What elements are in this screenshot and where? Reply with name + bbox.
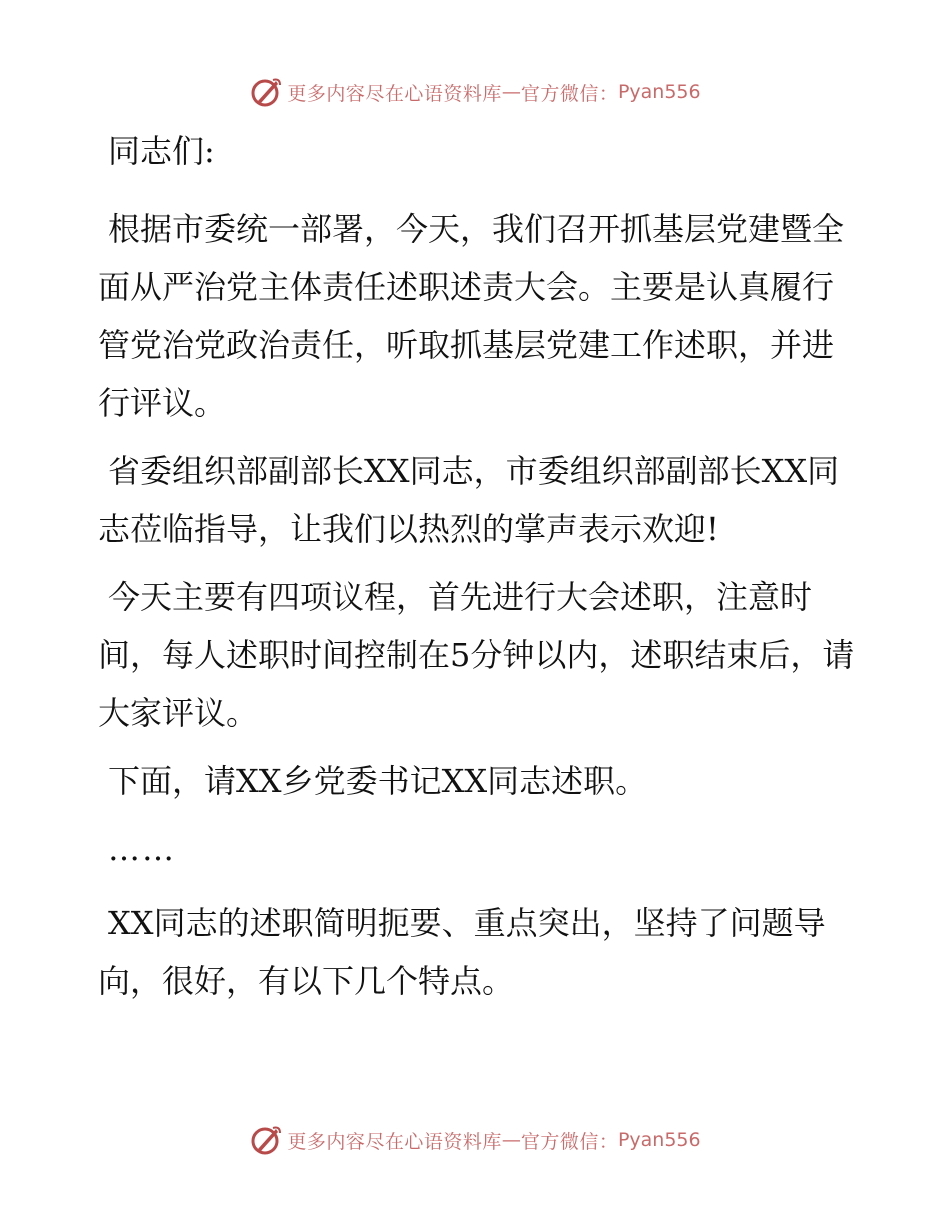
footer-label: 官方微信 (520, 1130, 599, 1153)
footer-watermark (0, 1120, 950, 1160)
header-brand-text: 更多内容尽在心语资料库 (287, 82, 502, 105)
footer-separator: ： (598, 1130, 618, 1153)
header-account: Pyan556 (617, 81, 701, 103)
footer-dash: — (501, 1129, 521, 1151)
greeting-paragraph: 同志们: (108, 132, 215, 170)
document-body (98, 122, 858, 1020)
footer-brand-text: 更多内容尽在心语资料库 (287, 1130, 502, 1153)
header-dash: — (501, 81, 521, 103)
header-watermark (0, 72, 950, 112)
paragraph-welcome: 省委组织部副部长XX同志，市委组织部副部长XX同志莅临指导，让我们以热烈的掌声表示欢迎! (98, 452, 840, 548)
paragraph-comment: XX同志的述职简明扼要、重点突出，坚持了问题导向，很好，有以下几个特点。 (98, 904, 826, 1000)
paragraph-intro: 根据市委统一部署，今天，我们召开抓基层党建暨全面从严治党主体责任述职述责大会。主要是认真履行管党治党政治责任，听取抓基层党建工作述职，并进行评议。 (98, 210, 845, 422)
quill-logo-icon (249, 75, 283, 109)
paragraph-agenda: 今天主要有四项议程，首先进行大会述职，注意时间，每人述职时间控制在5分钟以内，述职结束后，请大家评议。 (98, 578, 855, 732)
paragraph-first-speaker: 下面，请XX乡党委书记XX同志述职。 (108, 762, 648, 800)
quill-logo-icon (249, 1123, 283, 1157)
header-separator: ： (598, 82, 618, 105)
header-label: 官方微信 (520, 82, 599, 105)
footer-account: Pyan556 (617, 1129, 701, 1151)
paragraph-ellipsis: …… (108, 830, 176, 868)
